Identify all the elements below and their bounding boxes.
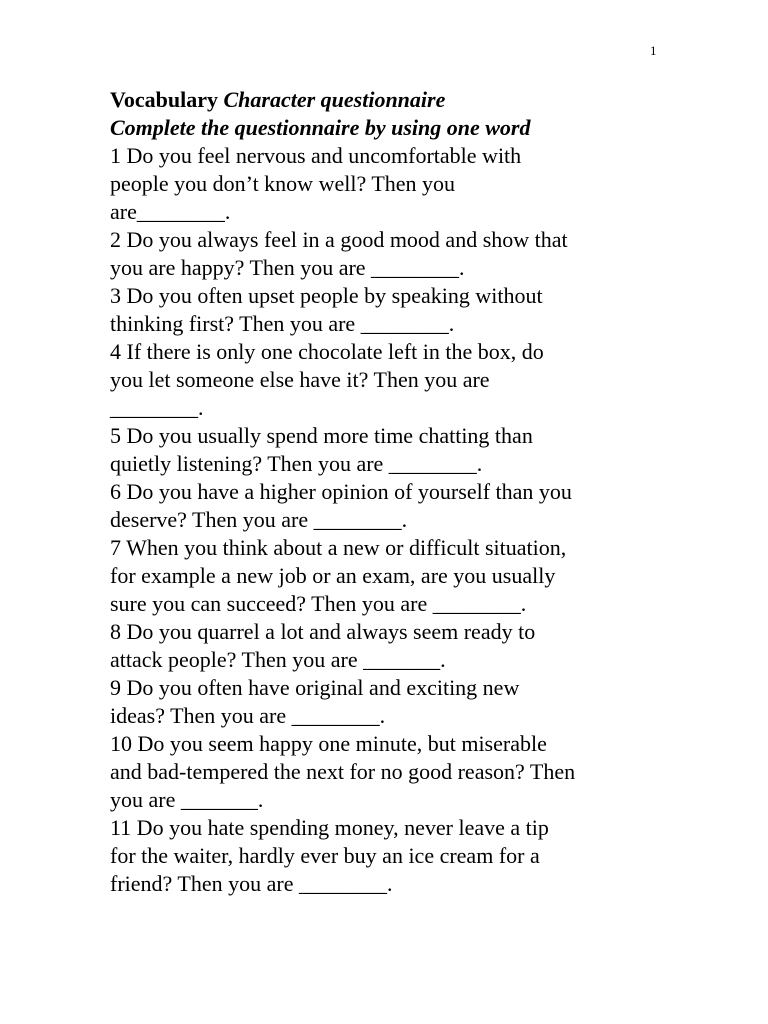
- question-line: 3 Do you often upset people by speaking without: [110, 283, 543, 308]
- question-line: 5 Do you usually spend more time chatting than: [110, 423, 533, 448]
- question-line: 1 Do you feel nervous and uncomfortable with: [110, 143, 522, 168]
- question-line: quietly listening? Then you are ________.: [110, 451, 483, 476]
- question-line: you let someone else have it? Then you are: [110, 367, 490, 392]
- question-line: and bad-tempered the next for no good reason? Then: [110, 759, 576, 784]
- question-line: ideas? Then you are ________.: [110, 703, 386, 728]
- question-line: for the waiter, hardly ever buy an ice cream for a: [110, 843, 540, 868]
- question-line: 4 If there is only one chocolate left in the box, do: [110, 339, 544, 364]
- question-line: thinking first? Then you are ________.: [110, 311, 455, 336]
- heading: [110, 86, 670, 114]
- question-line: 8 Do you quarrel a lot and always seem ready to: [110, 619, 536, 644]
- question-line: 11 Do you hate spending money, never leave a tip: [110, 815, 549, 840]
- question-line: for example a new job or an exam, are you usually: [110, 563, 556, 588]
- heading-title: Character questionnaire: [223, 87, 446, 112]
- questionnaire-body: [110, 86, 670, 898]
- heading-vocabulary: Vocabulary: [110, 87, 218, 112]
- question-line: 6 Do you have a higher opinion of yourself than you: [110, 479, 572, 504]
- question-line: attack people? Then you are _______.: [110, 647, 446, 672]
- instruction: Complete the questionnaire by using one word: [110, 115, 531, 140]
- question-line: friend? Then you are ________.: [110, 871, 393, 896]
- question-line: 7 When you think about a new or difficult situation,: [110, 535, 567, 560]
- question-line: deserve? Then you are ________.: [110, 507, 408, 532]
- question-line: 10 Do you seem happy one minute, but miserable: [110, 731, 547, 756]
- question-line: people you don’t know well? Then you: [110, 171, 456, 196]
- question-line: ________.: [110, 395, 204, 420]
- question-line: sure you can succeed? Then you are ________.: [110, 591, 527, 616]
- question-line: you are _______.: [110, 787, 264, 812]
- question-line: you are happy? Then you are ________.: [110, 255, 465, 280]
- question-line: 2 Do you always feel in a good mood and show that: [110, 227, 568, 252]
- question-line: 9 Do you often have original and exciting new: [110, 675, 520, 700]
- page-number: 1: [650, 43, 657, 58]
- question-line: are________.: [110, 199, 231, 224]
